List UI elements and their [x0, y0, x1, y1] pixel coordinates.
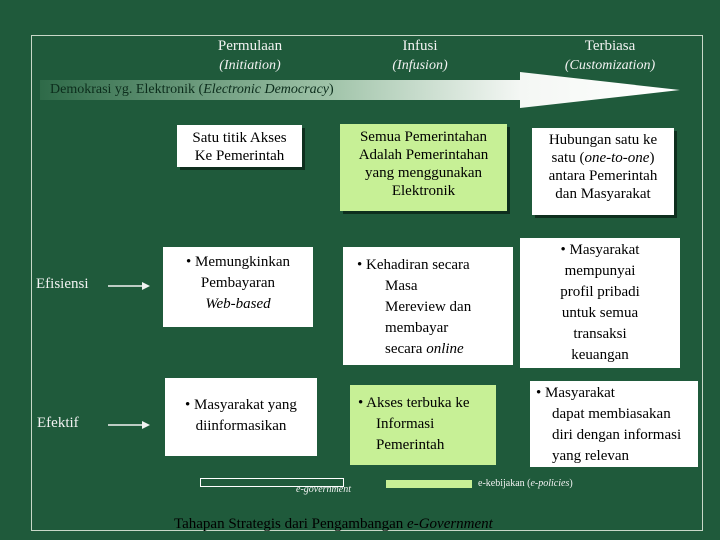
phase-subtitle: (Infusion)	[392, 58, 448, 73]
row-label-efektif: Efektif	[37, 415, 79, 431]
arrow-label: Demokrasi yg. Elektronik (Electronic Democracy)	[50, 82, 334, 97]
cell-personal-profile: • Masyarakat mempunyai profil pribadi untuk semua transaksi keuangan	[520, 238, 680, 368]
cell-real-time-review: • Kehadiran secara Masa Mereview dan membayar secara online	[343, 247, 513, 365]
phase-title: Infusi	[402, 38, 438, 54]
legend-policy-label: e-kebijakan (e-policies)	[478, 478, 573, 489]
cell-informed-citizens: • Masyarakat yang diinformasikan	[165, 378, 317, 456]
cell-open-access: • Akses terbuka ke Informasi Pemerintah	[350, 385, 496, 465]
header-one-to-one: Hubungan satu ke satu (one-to-one) antara Pemerintah dan Masyarakat	[532, 128, 674, 215]
phase-subtitle: (Initiation)	[219, 58, 281, 73]
right-arrow-icon	[108, 279, 152, 293]
diagram-caption: Tahapan Strategis dari Pengambangan e-Government	[174, 516, 493, 532]
header-electronic-government: Semua Pemerintahan Adalah Pemerintahan yang menggunakan Elektronik	[340, 124, 507, 211]
legend-policy-swatch	[386, 480, 472, 488]
phase-title: Terbiasa	[584, 38, 636, 54]
cell-relevant-information: • Masyarakat dapat membiasakan diri dengan informasi yang relevan	[530, 381, 698, 467]
phase-subtitle: (Customization)	[564, 58, 656, 73]
cell-web-payment: • Memungkinkan Pembayaran Web-based	[163, 247, 313, 327]
right-arrow-icon	[108, 418, 152, 432]
header-single-access: Satu titik Akses Ke Pemerintah	[177, 125, 302, 167]
legend-egov-label: e-government	[296, 484, 351, 495]
row-label-efisiensi: Efisiensi	[36, 276, 89, 292]
phase-title: Permulaan	[217, 38, 283, 54]
